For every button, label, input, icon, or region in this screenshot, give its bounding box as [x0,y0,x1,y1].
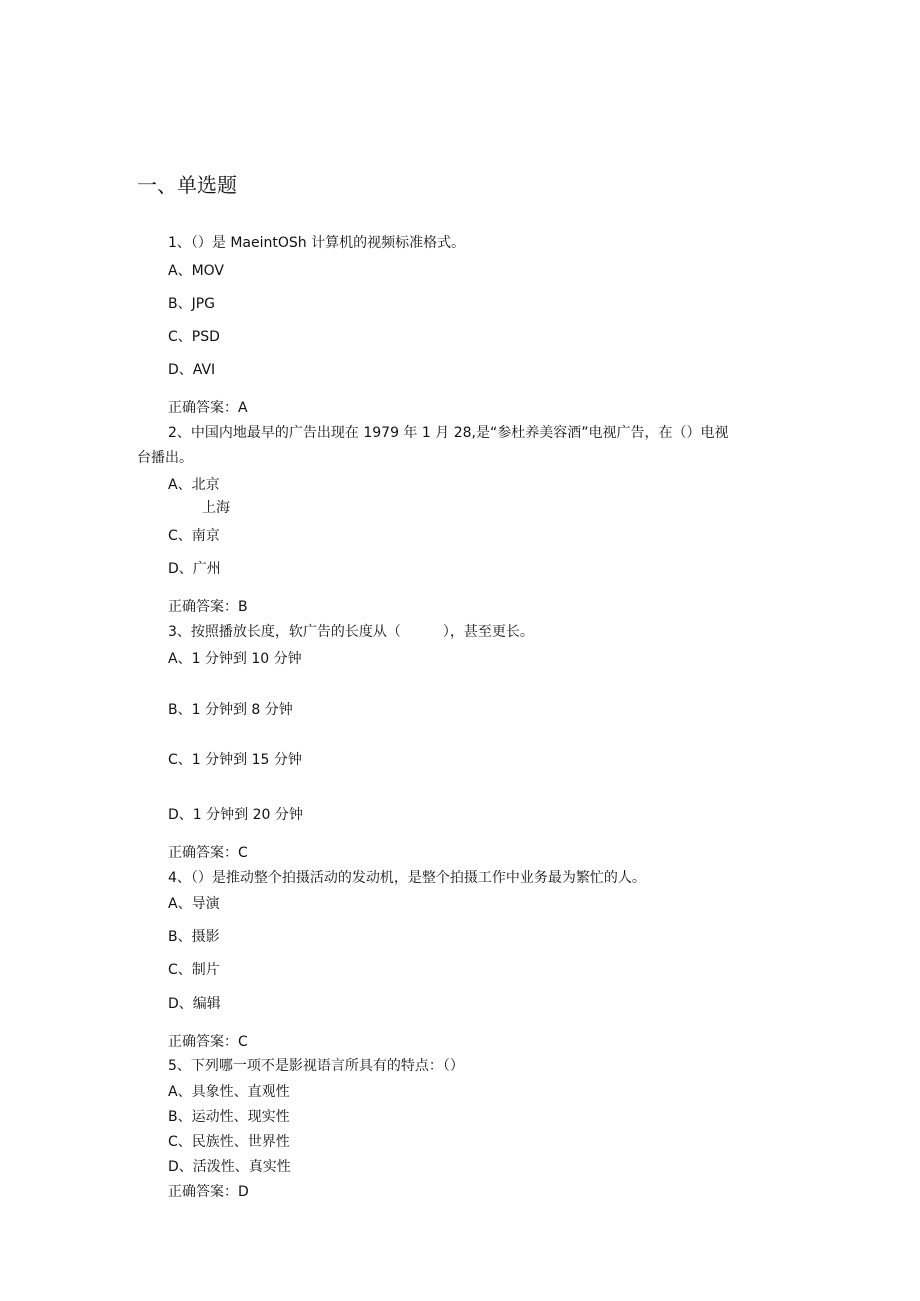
question-5-option-a: A、具象性、直观性 [168,1084,290,1100]
question-1-answer: 正确答案：A [168,400,248,416]
question-4-option-c: C、制片 [168,962,220,978]
question-5-answer: 正确答案：D [168,1184,249,1200]
section-title: 一、单选题 [137,173,237,197]
question-4-option-d: D、编辑 [168,996,221,1012]
question-3-option-b: B、1 分钟到 8 分钟 [168,702,293,718]
question-1-option-d: D、AVI [168,362,216,378]
question-3-option-d: D、1 分钟到 20 分钟 [168,807,303,823]
question-2-option-c: C、南京 [168,528,220,544]
question-2-option-b: 上海 [202,500,230,516]
question-2-option-a: A、北京 [168,477,220,493]
question-2-stem-line-1: 2、中国内地最早的广告出现在 1979 年 1 月 28,是“参杜养美容酒”电视广告，在（）电视 [168,425,729,441]
question-5-stem: 5、下列哪一项不是影视语言所具有的特点：（） [168,1058,464,1074]
question-3-answer: 正确答案：C [168,845,248,861]
question-1-option-b: B、JPG [168,296,216,312]
question-3-option-c: C、1 分钟到 15 分钟 [168,752,302,768]
question-1-option-a: A、MOV [168,263,225,279]
question-4-option-b: B、摄影 [168,929,220,945]
question-1-stem: 1、（）是 MaeintOSh 计算机的视频标准格式。 [168,235,466,251]
question-4-option-a: A、导演 [168,896,220,912]
question-4-answer: 正确答案：C [168,1034,248,1050]
question-1-option-c: C、PSD [168,329,220,345]
question-3-stem: 3、按照播放长度，软广告的长度从（ ），甚至更长。 [168,624,534,640]
question-5-option-c: C、民族性、世界性 [168,1134,290,1150]
question-5-option-d: D、活泼性、真实性 [168,1159,291,1175]
question-4-stem: 4、（）是推动整个拍摄活动的发动机，是整个拍摄工作中业务最为繁忙的人。 [168,870,646,886]
question-3-option-a: A、1 分钟到 10 分钟 [168,651,302,667]
question-5-option-b: B、运动性、现实性 [168,1109,290,1125]
question-2-stem-line-2: 台播出。 [137,450,193,466]
question-2-option-d: D、广州 [168,561,221,577]
question-2-answer: 正确答案：B [168,599,248,615]
